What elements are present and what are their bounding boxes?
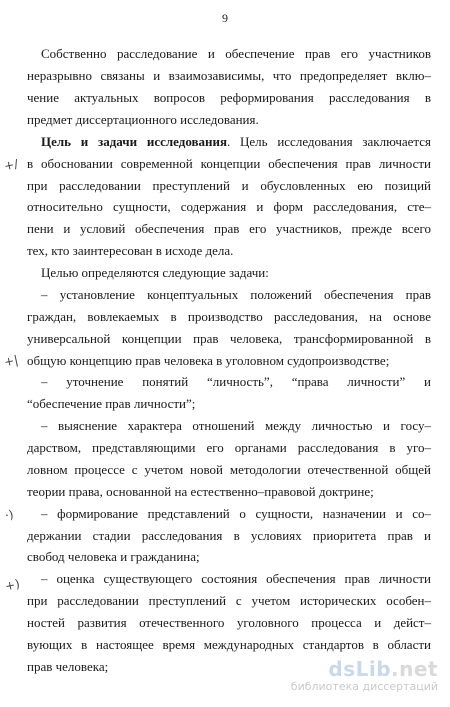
line-text: чение актуальных вопросов реформирования расследования в xyxy=(27,90,431,105)
line-text: в обосновании современной концепции обеспечения прав личности xyxy=(27,156,431,171)
text-line xyxy=(41,46,431,62)
text-line xyxy=(27,90,431,106)
line-text: общую концепцию прав человека в уголовном судопроизводстве; xyxy=(27,353,390,368)
line-text: свобод человека и гражданина; xyxy=(27,549,200,564)
line-text: – выяснение характера отношений между личностью и госу– xyxy=(41,418,431,433)
text-line xyxy=(27,593,431,609)
line-text: – оценка существующего состояния обеспечения прав личности xyxy=(41,571,431,586)
text-line xyxy=(41,265,431,281)
watermark-subtitle: библиотека диссертаций xyxy=(290,680,438,693)
handwritten-margin-mark: +) xyxy=(3,576,22,594)
line-text: вующих в настоящее время международных стандартов в области xyxy=(27,637,431,652)
text-line xyxy=(27,68,431,84)
line-text: граждан, вовлекаемых в производство расследования, на основе xyxy=(27,309,431,324)
watermark-tld: .net xyxy=(391,657,438,681)
watermark-logo xyxy=(291,658,438,680)
line-text: ловном процессе с учетом новой методологии отечественной общей xyxy=(27,462,431,477)
text-line xyxy=(27,199,431,215)
line-text: пени и условий обеспечения прав его участников, прежде всего xyxy=(27,221,431,236)
text-line xyxy=(41,287,431,303)
line-text: при расследовании преступлений и обусловленных ею позиций xyxy=(27,178,431,193)
handwritten-margin-mark: ·) xyxy=(3,507,15,523)
line-text: – уточнение понятий “личность”, “права личности” и xyxy=(41,374,431,389)
text-line xyxy=(41,374,431,390)
line-text: держании стадии расследования в условиях приоритета прав и xyxy=(27,528,431,543)
text-line xyxy=(27,156,431,172)
line-text: универсальной концепции прав человека, трансформированной в xyxy=(27,331,431,346)
line-text: теории права, основанной на естественно–правовой доктрине; xyxy=(27,484,374,499)
line-text: при расследовании преступлений с учетом исторических особен– xyxy=(27,593,431,608)
text-line xyxy=(27,484,431,500)
line-text: ностей развития отечественного уголовного процесса и дейст– xyxy=(27,615,431,630)
text-line xyxy=(27,462,431,478)
text-line xyxy=(41,506,431,522)
line-text: прав человека; xyxy=(27,659,109,674)
watermark xyxy=(291,658,438,693)
text-line xyxy=(27,637,431,653)
line-text: относительно сущности, содержания и форм расследования, сте– xyxy=(27,199,431,214)
section-heading: Цель и задачи исследования xyxy=(41,134,228,149)
text-line xyxy=(27,178,431,194)
text-line xyxy=(41,134,431,150)
line-text: дарством, представляющими его органами расследования в уго– xyxy=(27,440,431,455)
text-line xyxy=(27,615,431,631)
text-line xyxy=(41,418,431,434)
watermark-brand: dsLib xyxy=(328,657,392,681)
text-line xyxy=(27,549,431,565)
line-text: “обеспечение прав личности”; xyxy=(27,396,196,411)
text-line xyxy=(27,309,431,325)
text-line xyxy=(27,440,431,456)
text-line xyxy=(27,243,431,259)
text-line xyxy=(27,353,431,369)
text-line xyxy=(27,528,431,544)
page-number: 9 xyxy=(222,11,228,25)
handwritten-margin-mark: +| xyxy=(2,352,20,370)
handwritten-margin-mark: +/ xyxy=(2,156,20,174)
line-text: – формирование представлений о сущности, назначении и со– xyxy=(41,506,431,521)
text-line xyxy=(27,112,431,128)
line-text: – установление концептуальных положений обеспечения прав xyxy=(41,287,431,302)
text-line xyxy=(27,396,431,412)
line-text: предмет диссертационного исследования. xyxy=(27,112,259,127)
line-text: . Цель исследования заключается xyxy=(227,134,431,149)
line-text: Собственно расследование и обеспечение прав его участников xyxy=(41,46,431,61)
text-line xyxy=(41,571,431,587)
line-text: Целью определяются следующие задачи: xyxy=(41,265,269,280)
line-text: неразрывно связаны и взаимозависимы, что предопределяет вклю– xyxy=(27,68,431,83)
text-line xyxy=(27,221,431,237)
text-line xyxy=(27,331,431,347)
line-text: тех, кто заинтересован в исходе дела. xyxy=(27,243,234,258)
